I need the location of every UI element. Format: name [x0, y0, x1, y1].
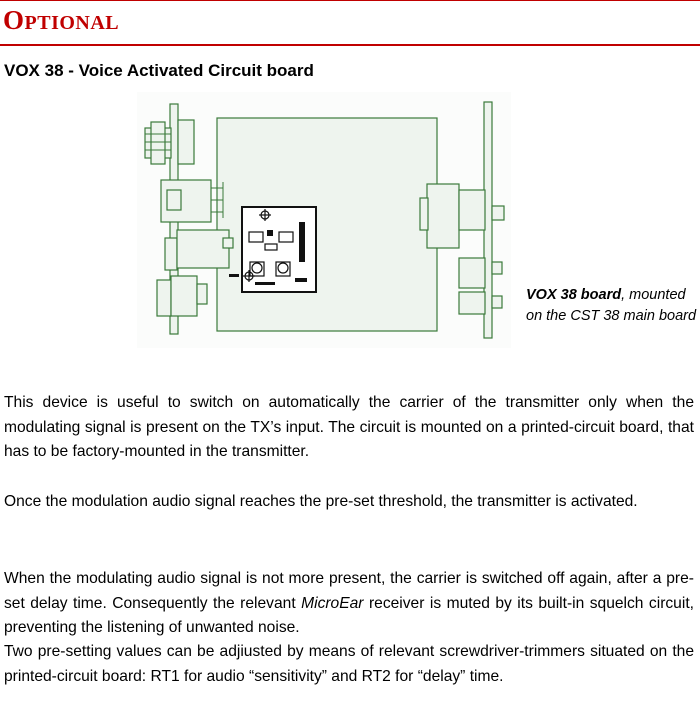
paragraph-3-end: receiver is muted by its built-in squelch circuit, preventing the listening of unwanted noise. [4, 594, 694, 636]
paragraph-3-start: When the modulating audio signal is not more present, the carrier is switched off again, after a pre-set delay time. Consequently the relevant [4, 570, 694, 612]
paragraph-3 [4, 567, 694, 641]
subtitle: VOX 38 - Voice Activated Circuit board [4, 61, 314, 80]
microear-emphasis: MicroEar [301, 594, 364, 612]
section-title [3, 5, 119, 36]
vox-board-drawing [137, 92, 511, 348]
caption-bold: VOX 38 board [526, 287, 622, 303]
paragraph-4: Two pre-setting values can be adjiusted by means of relevant screwdriver-trimmers situated on the printed-circuit board: RT1 for audio “sensitivity” and RT2 for “delay” time. [4, 643, 694, 685]
title-rule [0, 44, 700, 46]
figure-caption [526, 285, 700, 327]
paragraph-2: Once the modulation audio signal reaches the pre-set threshold, the transmitter is activated. [4, 493, 638, 510]
section-title-rest: PTIONAL [24, 12, 120, 34]
top-rule [0, 0, 700, 1]
paragraph-1: This device is useful to switch on automatically the carrier of the transmitter only when the modulating signal is present on the TX’s input. The circuit is mounted on a printed-circuit board, that has to be factory-mounted in the transmitter. [4, 394, 694, 460]
section-title-initial: O [3, 5, 25, 35]
caption-rest: , mounted on the CST 38 main board [526, 287, 697, 324]
